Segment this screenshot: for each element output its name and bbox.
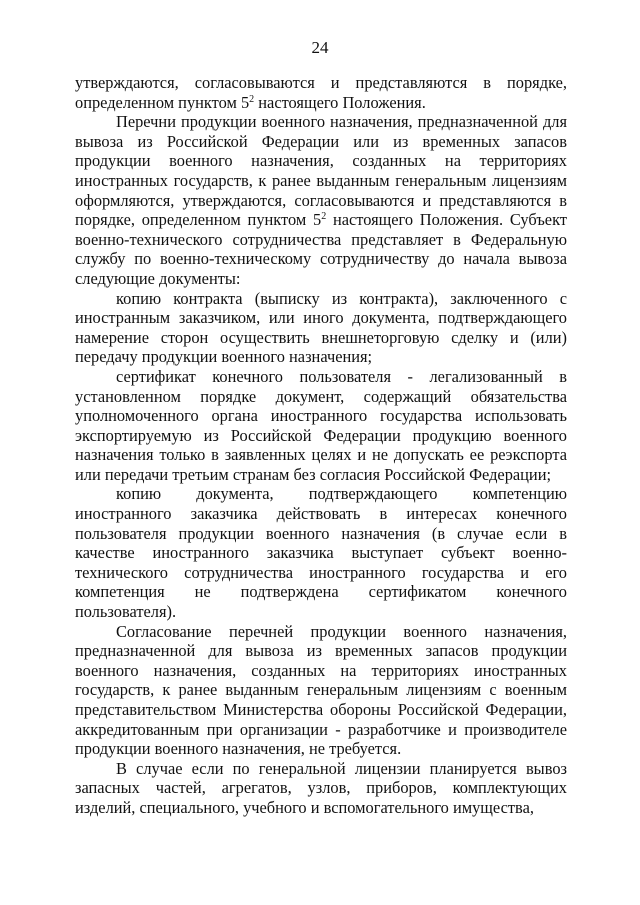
list-item-competence-document: копию документа, подтверждающего компетенцию иностранного заказчика действовать в интересах конечного пользователя продукции военного назначения (в случае если в качестве иностранного заказчика выступает субъект военно-технического сотрудничества иностранного государства и его компетенция не подтверждена сертификатом конечного пользователя). xyxy=(75,484,567,622)
paragraph-text: утверждаются, согласовываются и представляются в порядке, определенном пунктом 5 xyxy=(75,73,567,112)
list-item-contract-copy: копию контракта (выписку из контракта), заключенного с иностранным заказчиком, или иного документа, подтверждающего намерение сторон осуществить внешнеторговую сделку и (или) передачу продукции военного назначения; xyxy=(75,288,567,367)
paragraph-spare-parts: В случае если по генеральной лицензии планируется вывоз запасных частей, агрегатов, узлов, приборов, комплектующих изделий, специального, учебного и вспомогательного имущества, xyxy=(75,758,567,817)
list-item-end-user-certificate: сертификат конечного пользователя - легализованный в установленном порядке документ, содержащий обязательства уполномоченного органа иностранного государства использовать экспортируемую из Российской Федерации продукцию военного назначения только в заявленных целях и не допускать ее реэкспорта или передачи третьим странам без согласия Российской Федерации; xyxy=(75,366,567,484)
paragraph-text: настоящего Положения. Субъект военно-технического сотрудничества представляет в Федеральную службу по военно-техническому сотрудничеству до начала вывоза следующие документы: xyxy=(75,210,567,288)
paragraph-text: Перечни продукции военного назначения, предназначенной для вывоза из Российской Федерации или из временных запасов продукции военного назначения, созданных на территориях иностранных государств, к ранее выданным генеральным лицензиям оформляются, утверждаются, согласовываются и представляются в порядке, определенном пунктом 5 xyxy=(75,112,567,230)
superscript: 2 xyxy=(249,93,255,105)
paragraph-text: настоящего Положения. xyxy=(254,92,426,112)
paragraph-continuation xyxy=(75,73,567,112)
superscript: 2 xyxy=(321,211,327,223)
page-number: 24 xyxy=(311,38,329,57)
paragraph-lists-issued xyxy=(75,112,567,288)
paragraph-approval-not-required: Согласование перечней продукции военного назначения, предназначенной для вывоза из временных запасов продукции военного назначения, созданных на территориях иностранных государств, к ранее выданным генеральным лицензиям с военным представительством Министерства обороны Российской Федерации, аккредитованным при организации - разработчике и производителе продукции военного назначения, не требуется. xyxy=(75,621,567,759)
document-body xyxy=(75,73,567,818)
